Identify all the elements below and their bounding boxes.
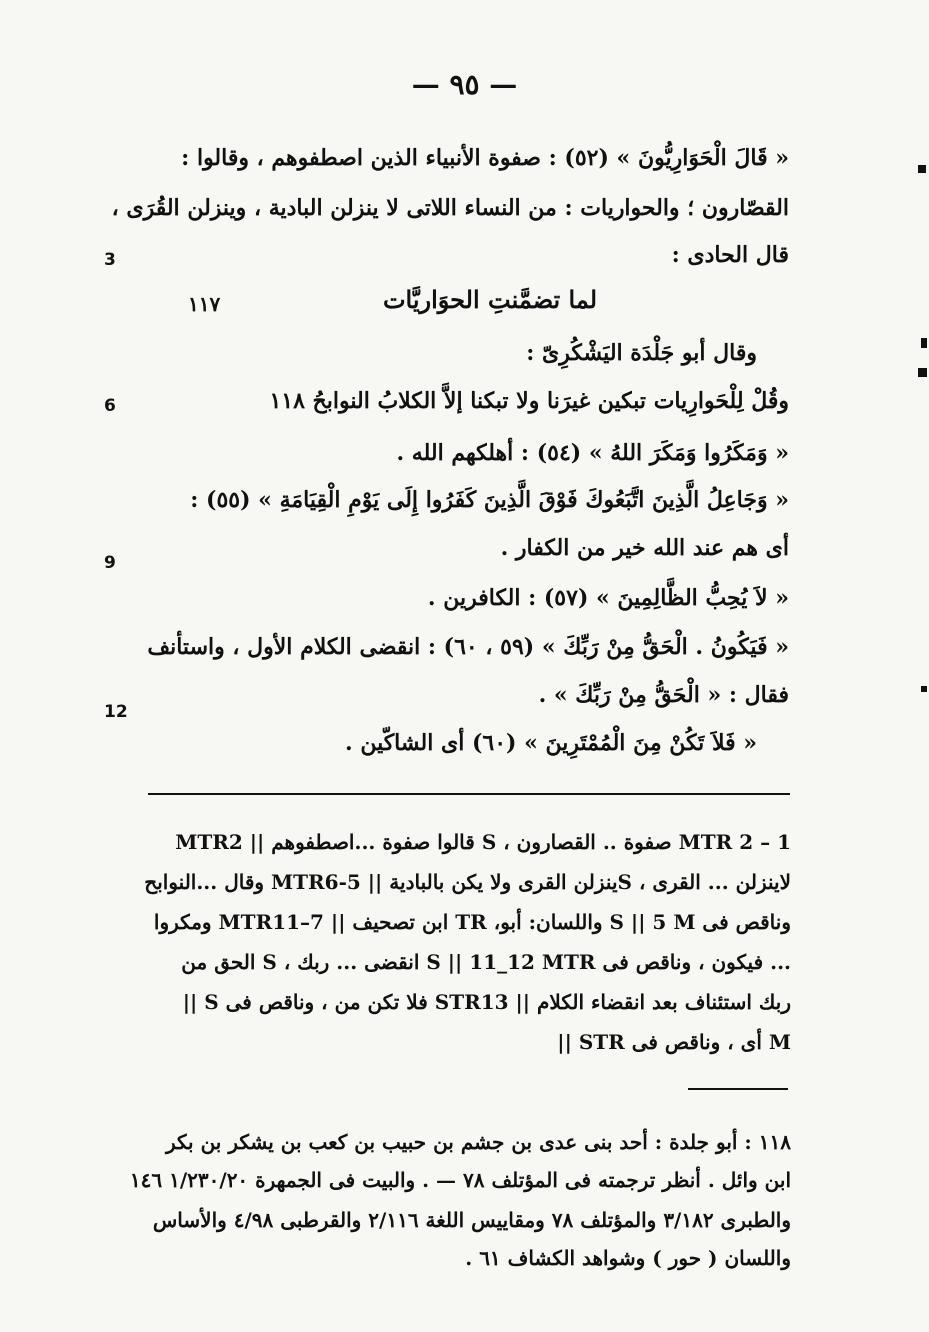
body-line-2: القصّارون ؛ والحواريات : من النساء اللاتى لا ينزلن البادية ، وينزلن القُرَى ، bbox=[111, 195, 789, 221]
apparatus-line-6: M أى ، وناقص فى STR || bbox=[557, 1030, 791, 1054]
footnote-line-2: ابن وائل . أنظر ترجمته فى المؤتلف ٧٨ — . والبيت فى الجمهرة ١/٢٣٠/٢٠ ١٤٦ bbox=[129, 1168, 791, 1192]
body-line-7: « وَجَاعِلُ الَّذِينَ اتَّبَعُوكَ فَوْقَ الَّذِينَ كَفَرُوا إِلَى يَوْمِ الْقِيَامَةِ » (٥٥) : bbox=[190, 487, 789, 513]
scan-mark bbox=[918, 165, 926, 173]
footnote-separator bbox=[688, 1088, 788, 1090]
body-line-11: فقال : « الْحَقُّ مِنْ رَبِّكَ » . bbox=[538, 682, 789, 708]
apparatus-separator bbox=[148, 793, 790, 795]
scan-mark bbox=[918, 368, 927, 377]
body-line-4: وقال أبو جَلْدَة اليَشْكُرِىّ : bbox=[526, 340, 757, 366]
body-line-6: « وَمَكَرُوا وَمَكَرَ اللهُ » (٥٤) : أهلكهم الله . bbox=[396, 440, 789, 466]
apparatus-line-3: وناقص فى S || 5 M واللسان: أبو، TR ابن تصحيف || 7–MTR11 ومكروا bbox=[153, 910, 791, 934]
body-line-1: « قَالَ الْحَوَارِيُّونَ » (٥٢) : صفوة الأنبياء الذين اصطفوهم ، وقالوا : bbox=[181, 145, 789, 171]
footnote-line-4: واللسان ( حور ) وشواهد الكشاف ٦١ . bbox=[465, 1246, 791, 1270]
body-line-3: قال الحادى : bbox=[671, 242, 789, 268]
body-line-9: « لاَ يُحِبُّ الظَّالِمِينَ » (٥٧) : الكافرين . bbox=[427, 585, 789, 611]
apparatus-line-2: لاينزلن ... القرى ، Sينزلن القرى ولا يكن بالبادية || 5-MTR6 وقال ...النوابح bbox=[144, 870, 791, 894]
apparatus-line-4: ... فيكون ، وناقص فى S || 11_12 MTR انقضى ... ربك ، S الحق من bbox=[181, 950, 791, 974]
footnote-line-3: والطبرى ٣/١٨٢ والمؤتلف ٧٨ ومقاييس اللغة ٢/١١٦ والقرطبى ٤/٩٨ والأساس bbox=[152, 1208, 791, 1232]
body-line-5: وقُلْ لِلْحَوارِيات تبكين غيرَنا ولا تبكنا إلاَّ الكلابُ النوابحُ ١١٨ bbox=[269, 388, 789, 414]
body-line-10: « فَيَكُونُ . الْحَقُّ مِنْ رَبِّكَ » (٥٩ ، ٦٠) : انقضى الكلام الأول ، واستأنف bbox=[147, 634, 789, 660]
verse-117-number: ١١٧ bbox=[188, 292, 221, 316]
body-line-8: أى هم عند الله خير من الكفار . bbox=[500, 535, 789, 561]
margin-number-12: 12 bbox=[104, 702, 128, 722]
scan-mark bbox=[921, 338, 927, 348]
margin-number-9: 9 bbox=[104, 553, 116, 573]
page-number: — ٩٥ — bbox=[411, 68, 518, 101]
margin-number-6: 6 bbox=[104, 396, 116, 416]
footnote-line-1: ١١٨ : أبو جلدة : أحد بنى عدى بن جشم بن حبيب بن كعب بن يشكر بن بكر bbox=[165, 1130, 791, 1154]
verse-117-text: لما تضمَّنتِ الحوَاريَّات bbox=[382, 285, 598, 314]
apparatus-line-1: 1 – 2 MTR صفوة .. القصارون ، S قالوا صفوة ...اصطفوهم || MTR2 bbox=[175, 830, 791, 854]
apparatus-line-5: ربك استئناف بعد انقضاء الكلام || STR13 فلا تكن من ، وناقص فى S || bbox=[182, 990, 791, 1014]
margin-number-3: 3 bbox=[104, 250, 116, 270]
scan-mark bbox=[921, 686, 927, 692]
body-line-12: « فَلاَ تَكُنْ مِنَ الْمُمْتَرِينَ » (٦٠) أى الشاكّين . bbox=[345, 730, 757, 756]
